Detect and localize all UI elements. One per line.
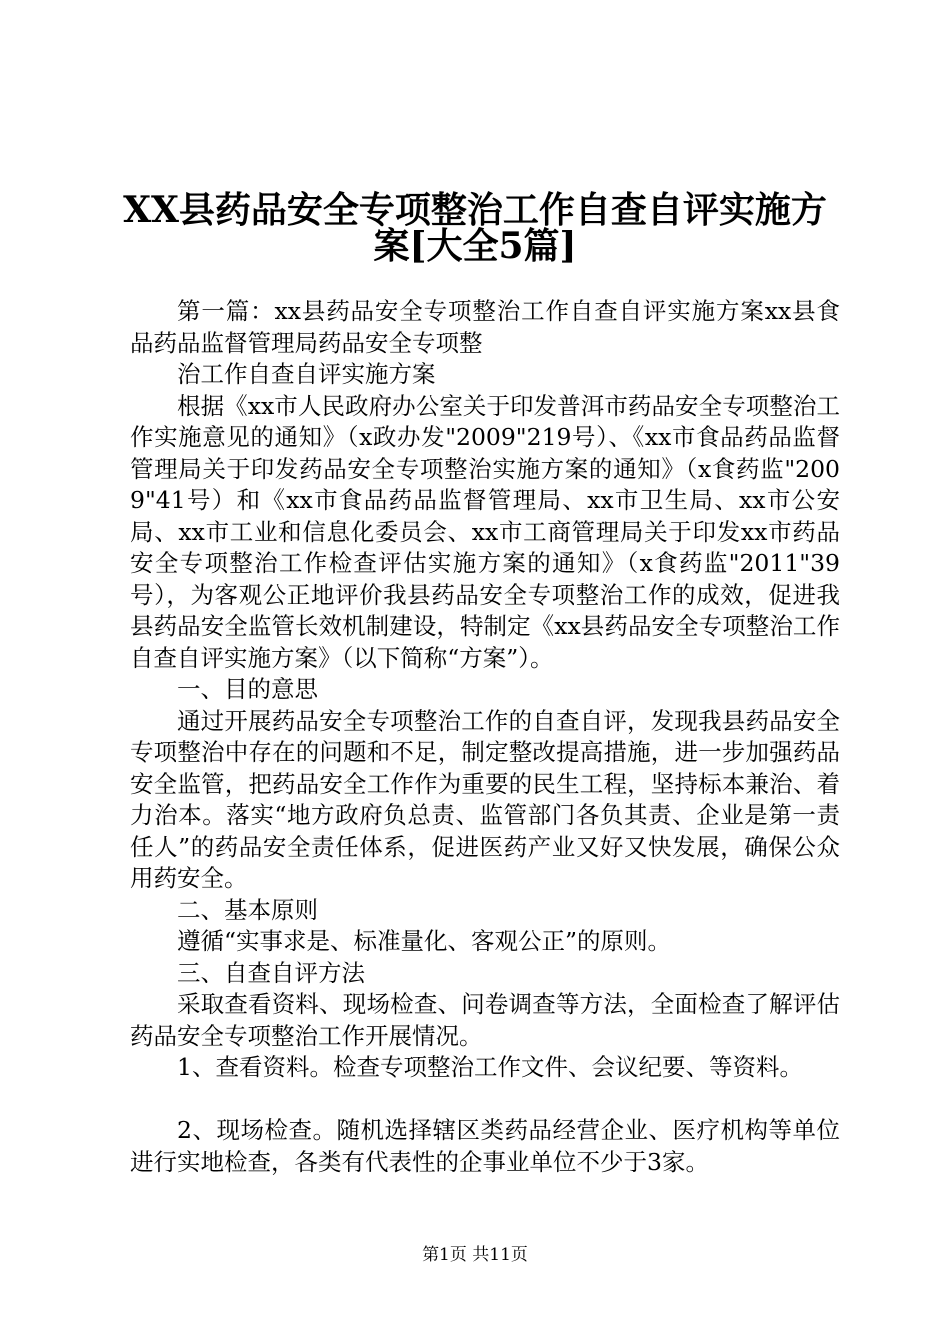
paragraph-basis: 根据《xx市人民政府办公室关于印发普洱市药品安全专项整治工作实施意见的通知》（x政办发"2009"219号）、《xx市食品药品监督管理局关于印发药品安全专项整治实施方案的通知》（x食药监"2009"41号）和《xx市食品药品监督管理局、xx市卫生局、xx市公安局、xx市工业和信息化委员会、xx市工商管理局关于印发xx市药品安全专项整治工作检查评估实施方案的通知》（x食药监"2011"39号），为客观公正地评价我县药品安全专项整治工作的成效，促进我县药品安全监管长效机制建设，特制定《xx县药品安全专项整治工作自查自评实施方案》（以下简称“方案”）。	[130, 391, 840, 672]
paragraph-purpose: 通过开展药品安全专项整治工作的自查自评，发现我县药品安全专项整治中存在的问题和不足，制定整改提高措施，进一步加强药品安全监管，把药品安全工作作为重要的民生工程，坚持标本兼治、着力治本。落实“地方政府负总责、监管部门各负其责、企业是第一责任人”的药品安全责任体系，促进医药产业又好又快发展，确保公众用药安全。	[130, 706, 840, 892]
paragraph-intro: 第一篇：xx县药品安全专项整治工作自查自评实施方案xx县食品药品监督管理局药品安全专项整	[130, 297, 840, 357]
paragraph-methods: 采取查看资料、现场检查、问卷调查等方法，全面检查了解评估药品安全专项整治工作开展情况。	[130, 990, 840, 1050]
paragraph-subtitle: 治工作自查自评实施方案	[177, 360, 436, 388]
heading-purpose: 一、目的意思	[177, 675, 318, 703]
heading-methods: 三、自查自评方法	[177, 958, 365, 987]
heading-principles: 二、基本原则	[177, 895, 318, 924]
document-title-line-2: 案[大全5篇]	[373, 225, 577, 267]
paragraph-method-2: 2、现场检查。随机选择辖区类药品经营企业、医疗机构等单位进行实地检查，各类有代表性的企事业单位不少于3家。	[130, 1116, 840, 1176]
document-title-line-1: XX县药品安全专项整治工作自查自评实施方	[123, 189, 827, 231]
document-body	[130, 296, 840, 1178]
paragraph-method-1: 1、查看资料。检查专项整治工作文件、会议纪要、等资料。	[177, 1053, 803, 1081]
page-footer: 第1页 共11页	[422, 1245, 528, 1265]
paragraph-principles: 遵循“实事求是、标准量化、客观公正”的原则。	[177, 927, 672, 955]
